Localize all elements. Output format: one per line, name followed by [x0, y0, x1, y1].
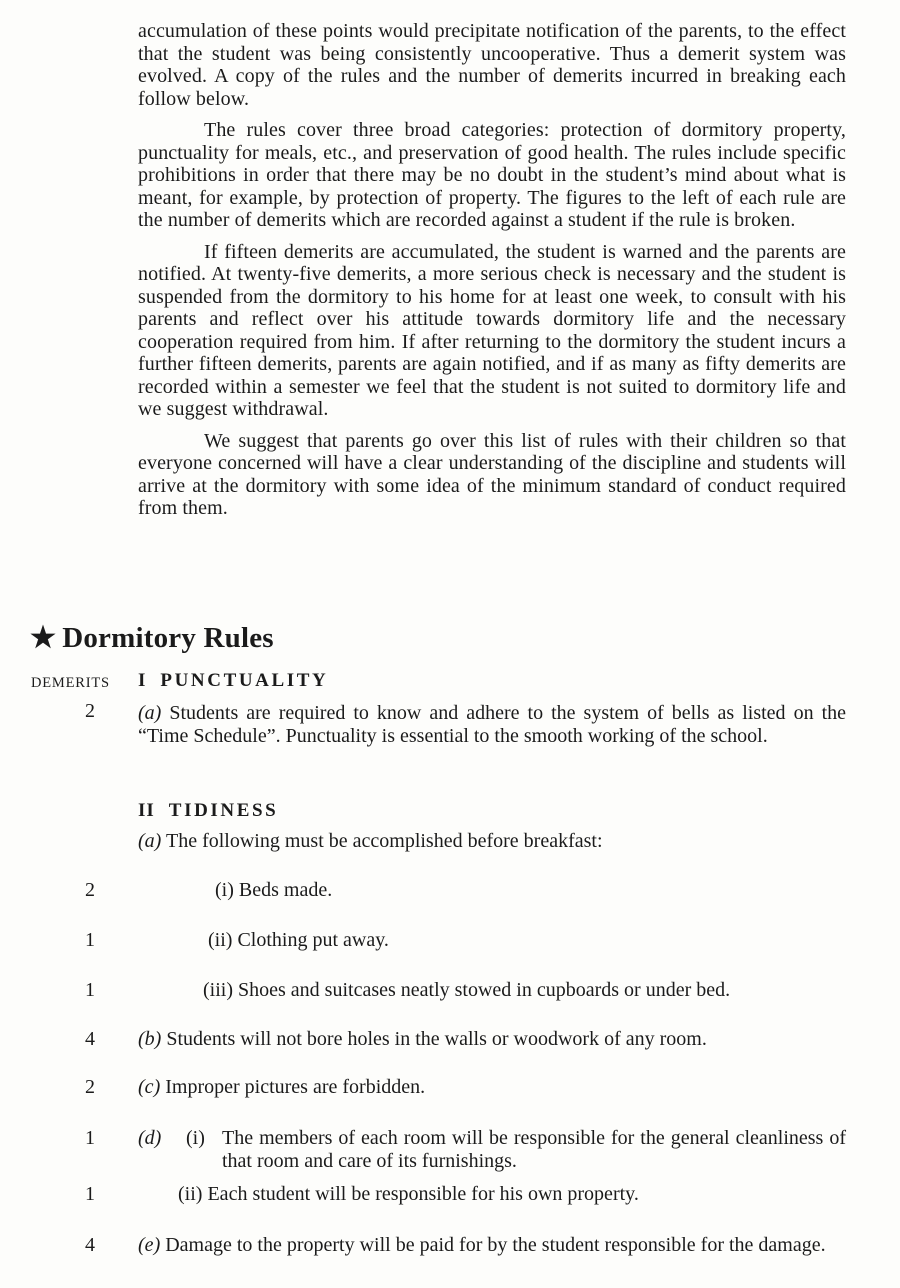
intro-text	[138, 20, 846, 529]
demerit-count: 1	[85, 979, 95, 1001]
section-numeral: II	[138, 800, 155, 821]
rule-item	[222, 1127, 846, 1172]
demerit-count: 1	[85, 1183, 95, 1205]
rule-label: (b)	[138, 1028, 162, 1050]
section-title-punctuality	[138, 670, 328, 692]
intro-paragraph: The rules cover three broad categories: protection of dormitory property, punctuality for meals, etc., and preservation of good health. The rules include specific prohibitions in order that there may be no doubt in the student’s mind about what is meant, for example, by protection of property. The figures to the left of each rule are the number of demerits which are recorded against a student if the rule is broken.	[138, 119, 846, 231]
rule-text: The members of each room will be responsible for the general cleanliness of that room and care of its furnishings.	[222, 1127, 846, 1172]
rule-label: (iii)	[203, 979, 234, 1001]
intro-paragraph: If fifteen demerits are accumulated, the student is warned and the parents are notified. At twenty-five demerits, a more serious check is necessary and the student is suspended from the dormitory to his home for at least one week, to consult with his parents and reflect over his attitude towards dormitory life and the necessary cooperation required from him. If after returning to the dormitory the student incurs a further fifteen demerits, parents are again notified, and if as many as fifty demerits are recorded within a semester we feel that the student is not suited to dormitory life and we suggest withdrawal.	[138, 240, 846, 420]
rule-item	[215, 879, 835, 902]
section-title: PUNCTUALITY	[160, 670, 329, 691]
demerit-count: 2	[85, 700, 95, 722]
heading-title: Dormitory Rules	[62, 622, 274, 654]
rule-label: (i)	[215, 879, 234, 901]
rule-item	[208, 929, 838, 952]
demerit-count: 1	[85, 1127, 95, 1149]
rule-text: Damage to the property will be paid for by the student responsible for the damage.	[165, 1234, 826, 1256]
rule-label-d	[138, 1127, 178, 1150]
rule-text: Clothing put away.	[237, 929, 389, 951]
star-icon: ★	[30, 622, 57, 654]
section-numeral: I	[138, 670, 147, 691]
demerit-count: 4	[85, 1234, 95, 1256]
intro-paragraph: We suggest that parents go over this list of rules with their children so that everyone concerned will have a clear understanding of the discipline and students will arrive at the dormitory with some idea of the minimum standard of conduct required from them.	[138, 429, 846, 519]
rule-label: (c)	[138, 1076, 161, 1098]
demerit-count: 4	[85, 1028, 95, 1050]
rule-item	[138, 1234, 846, 1257]
section-title: TIDINESS	[168, 800, 279, 821]
rule-text: Shoes and suitcases neatly stowed in cupboards or under bed.	[238, 979, 731, 1001]
rule-item	[203, 979, 843, 1002]
section-heading	[30, 620, 274, 655]
rule-label: (a)	[138, 830, 162, 852]
rule-item	[138, 702, 846, 747]
rule-label: (e)	[138, 1234, 161, 1256]
rule-text: Improper pictures are forbidden.	[165, 1076, 426, 1098]
demerit-count: 2	[85, 1076, 95, 1098]
rule-label: (ii)	[208, 929, 233, 951]
rule-text: The following must be accomplished before breakfast:	[165, 830, 603, 852]
rule-text: Each student will be responsible for his own property.	[207, 1183, 639, 1205]
rule-text: Students will not bore holes in the walls or woodwork of any room.	[166, 1028, 707, 1050]
rule-label: (ii)	[178, 1183, 203, 1205]
rule-item	[178, 1183, 838, 1206]
demerits-column-label: DEMERITS	[31, 675, 110, 691]
rule-item	[138, 830, 846, 853]
demerit-count: 2	[85, 879, 95, 901]
intro-paragraph: accumulation of these points would precipitate notification of the parents, to the effect that the student was being consistently uncooperative. Thus a demerit system was evolved. A copy of the rules and the number of demerits incurred in breaking each follow below.	[138, 20, 846, 110]
rule-text: Beds made.	[238, 879, 333, 901]
demerit-count: 1	[85, 929, 95, 951]
section-title-tidiness	[138, 800, 278, 822]
rule-text: Students are required to know and adhere to the system of bells as listed on the “Time Schedule”. Punctuality is essential to the smooth working of the school.	[138, 702, 847, 747]
rule-label: (a)	[138, 702, 162, 724]
rule-item	[138, 1028, 846, 1051]
rule-label: (d)	[138, 1127, 162, 1149]
rule-sublabel: (i)	[186, 1127, 205, 1149]
rule-item	[138, 1076, 846, 1099]
